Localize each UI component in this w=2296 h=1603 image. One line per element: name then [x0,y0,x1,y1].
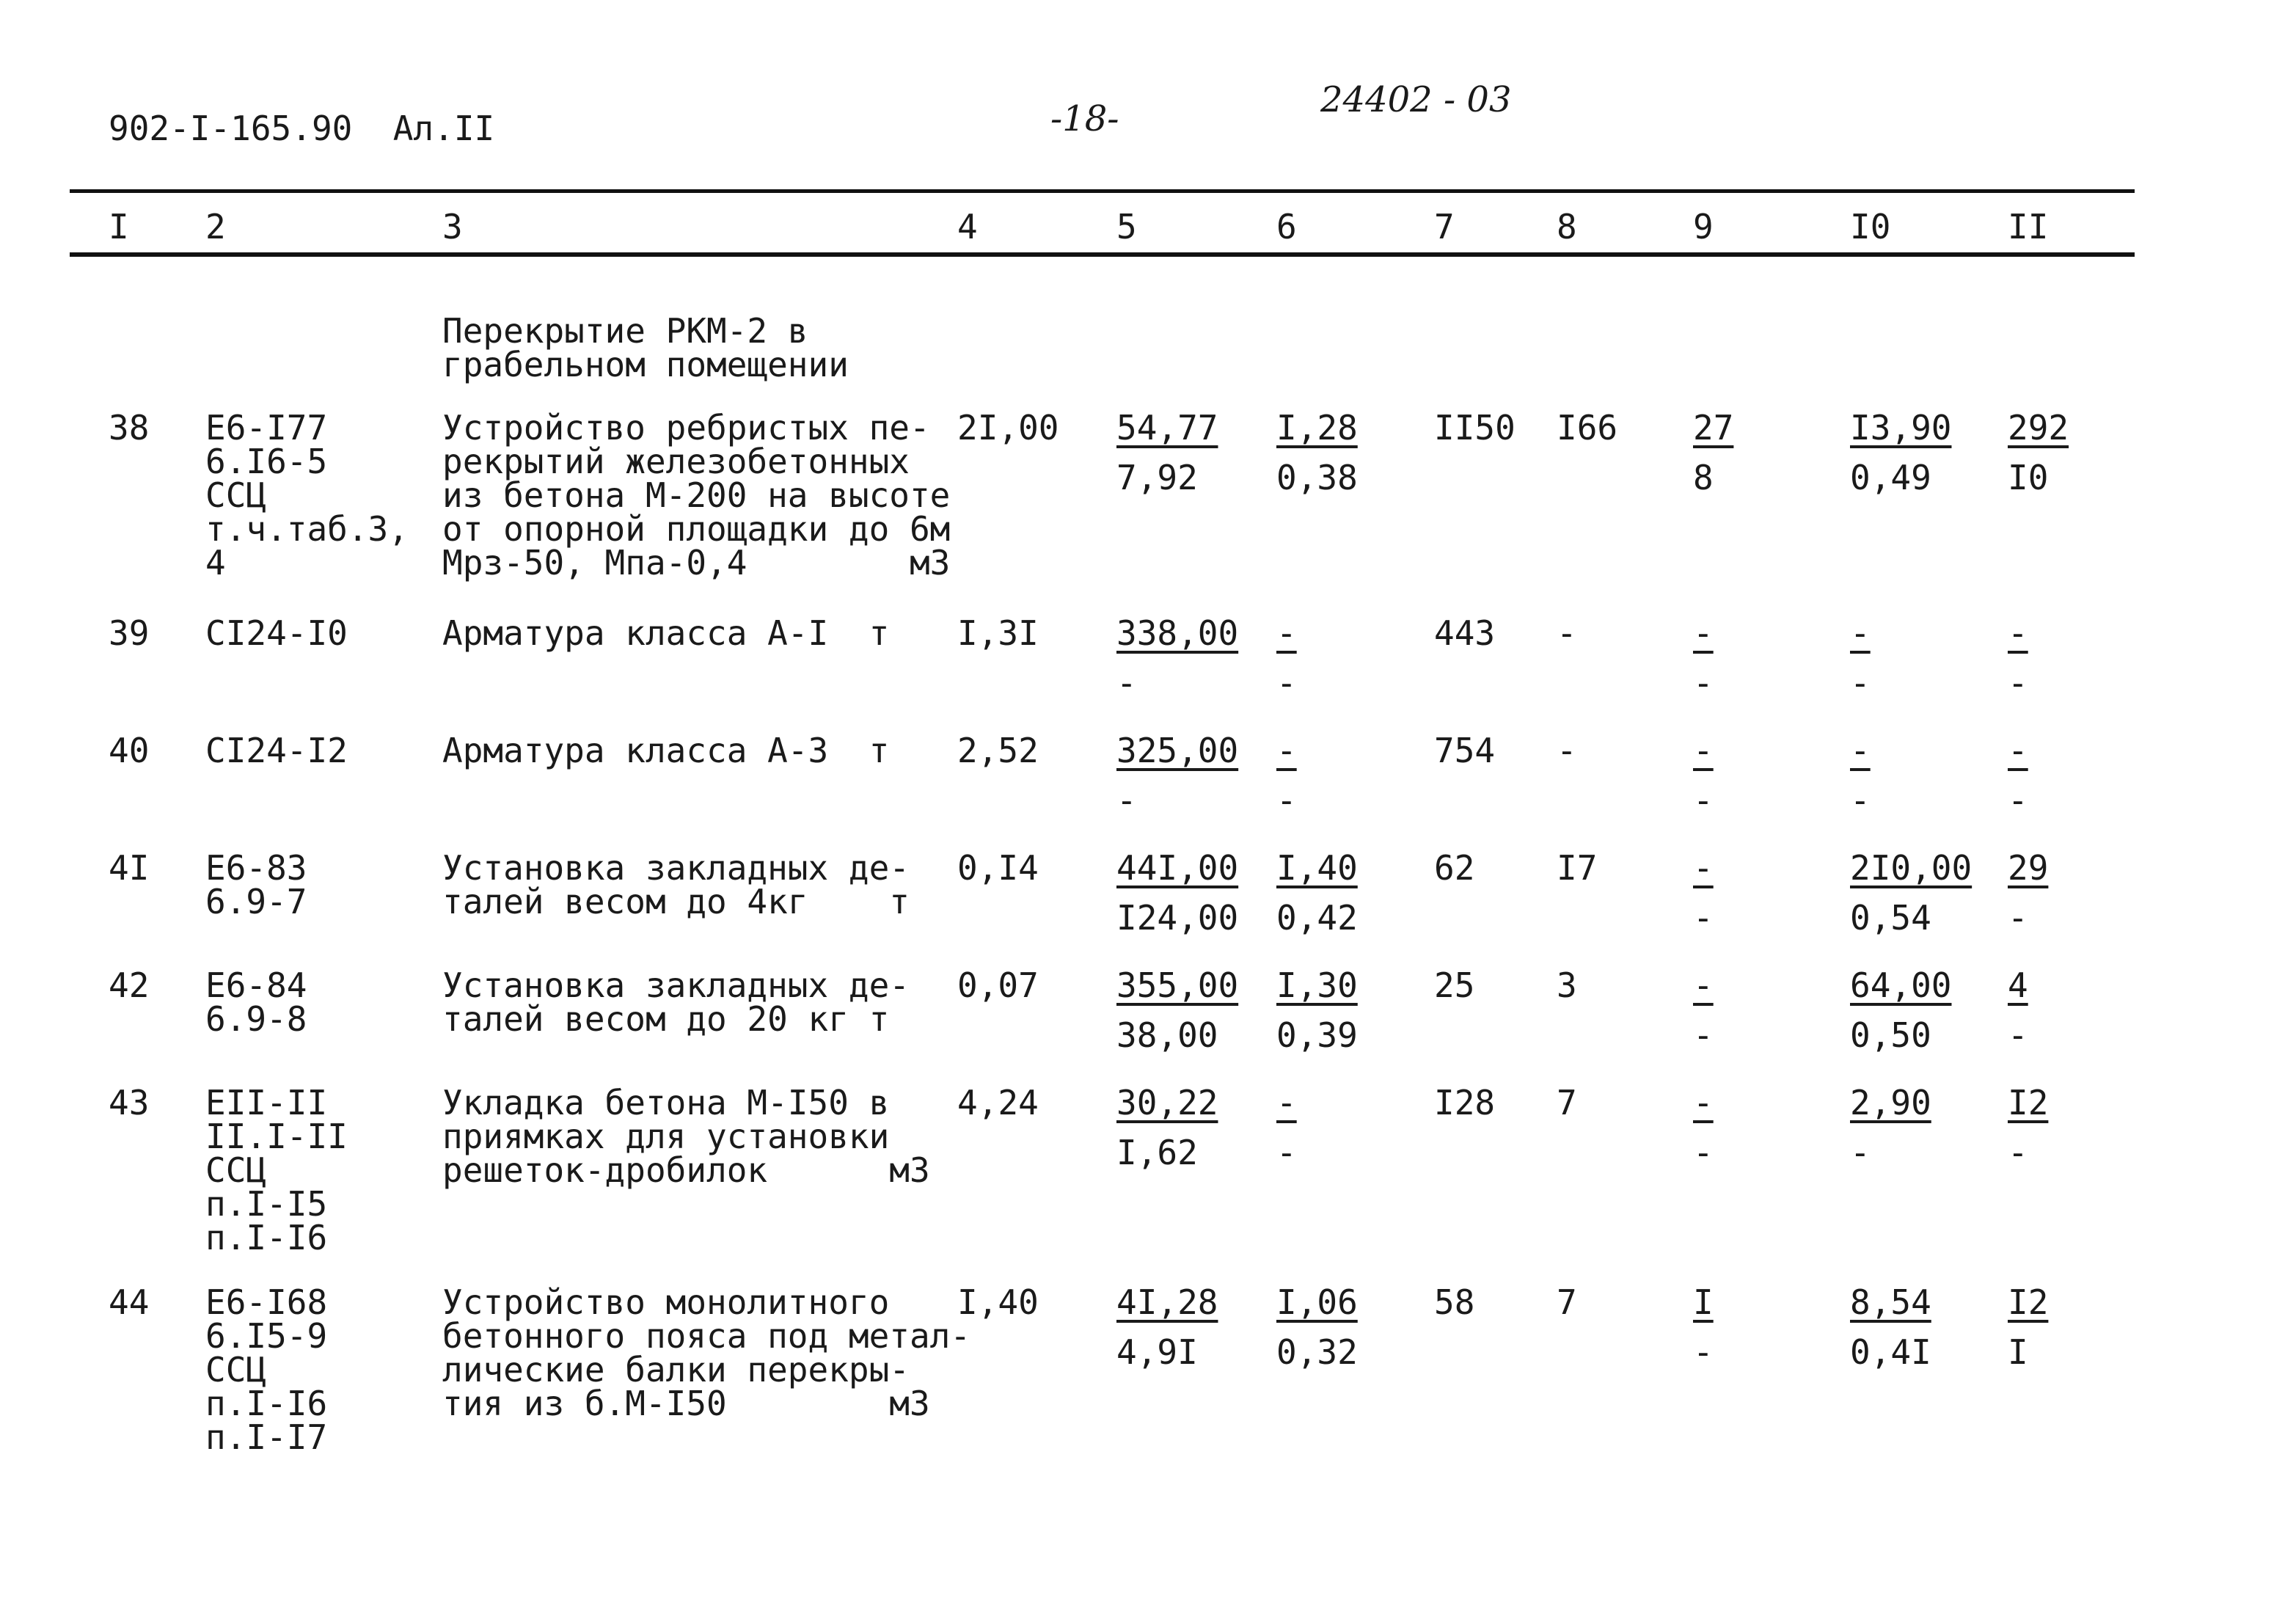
description-line: бетонного пояса под метал- [442,1316,971,1356]
labor-total-bottom: I0 [2008,458,2049,497]
unit-cost [1116,1282,1218,1372]
total-wage: I7 [1557,848,1598,888]
total-cost: II50 [1434,408,1516,448]
code-line: 6.I5-9 [205,1316,328,1356]
labor-norm-top: - [1850,613,1871,653]
code-line: Е6-I68 [205,1282,328,1322]
description-line: Арматура класса А-3 т [442,731,890,770]
column-header: 4 [957,207,978,247]
labor-total-bottom: - [2008,1015,2028,1055]
row-number: 43 [109,1083,150,1122]
row-code [205,965,307,1039]
code-line: СI24-I0 [205,613,348,653]
description-line: Устройство ребристых пе- [442,408,930,448]
wage-cost-top: - [1276,731,1297,770]
row-description [442,965,910,1039]
wage-cost-bottom: - [1276,663,1297,703]
machine-cost [1693,965,1714,1055]
unit-cost [1116,1083,1218,1172]
unit-cost [1116,848,1239,938]
code-line: Е6-84 [205,965,307,1005]
row-quantity: I,40 [957,1282,1039,1322]
column-header: 9 [1693,207,1714,247]
code-line: ССЦ [205,475,267,515]
machine-cost-bottom: - [1693,663,1714,703]
code-line: ССЦ [205,1350,267,1390]
machine-cost [1693,731,1714,820]
code-line: п.I-I7 [205,1417,328,1457]
page-number: -18- [1050,98,1119,139]
column-header: 5 [1116,207,1137,247]
total-wage: 7 [1557,1282,1577,1322]
machine-cost-bottom: - [1693,898,1714,938]
description-line: из бетона М-200 на высоте [442,475,951,515]
labor-norm-bottom: - [1850,663,1871,703]
labor-norm [1850,1282,1931,1372]
description-line: Мрз-50, Мпа-0,4 м3 [442,543,951,583]
unit-cost-top: 355,00 [1116,965,1239,1005]
row-number: 44 [109,1282,150,1322]
description-line: Арматура класса А-I т [442,613,890,653]
description-line: приямках для установки [442,1117,890,1156]
column-header: I [109,207,129,247]
row-number: 39 [109,613,150,653]
section-title-line: грабельном помещении [442,345,849,384]
machine-cost-bottom: 8 [1693,458,1714,497]
code-line: 6.9-8 [205,999,307,1039]
row-quantity: 2I,00 [957,408,1059,448]
wage-cost-top: I,06 [1276,1282,1358,1322]
code-line: п.I-I6 [205,1384,328,1423]
row-code [205,613,348,653]
row-quantity: 4,24 [957,1083,1039,1122]
handwritten-number: 24402 - 03 [1320,79,1512,120]
document-code [109,109,495,148]
row-quantity: 0,I4 [957,848,1039,888]
column-header: 2 [205,207,226,247]
column-header: II [2008,207,2049,247]
section-title-line: Перекрытие РКМ-2 в [442,311,808,351]
code-line: ССЦ [205,1150,267,1190]
labor-total [2008,1282,2049,1372]
wage-cost-bottom: 0,39 [1276,1015,1358,1055]
row-code [205,1282,328,1457]
column-header: I0 [1850,207,1891,247]
labor-norm-bottom: 0,49 [1850,458,1931,497]
row-description [442,848,910,921]
labor-total [2008,848,2049,938]
header-top-rule [70,189,2135,193]
row-number: 42 [109,965,150,1005]
row-number: 40 [109,731,150,770]
labor-norm [1850,848,1973,938]
labor-norm [1850,613,1871,703]
labor-total-bottom: - [2008,898,2028,938]
machine-cost-bottom: - [1693,1015,1714,1055]
unit-cost [1116,613,1239,703]
labor-norm-bottom: 0,54 [1850,898,1931,938]
unit-cost-top: 44I,00 [1116,848,1239,888]
labor-norm [1850,731,1871,820]
labor-total [2008,731,2028,820]
labor-norm-top: 2I0,00 [1850,848,1973,888]
labor-norm-bottom: 0,4I [1850,1332,1931,1372]
labor-total-bottom: I [2008,1332,2028,1372]
description-line: рекрытий железобетонных [442,442,910,481]
unit-cost [1116,731,1239,820]
machine-cost-top: - [1693,613,1714,653]
album-text: Ал.II [392,109,495,148]
machine-cost-bottom: - [1693,1133,1714,1172]
description-line: Укладка бетона М-I50 в [442,1083,890,1122]
row-code [205,408,409,583]
doc-code-text: 902-I-165.90 [109,109,353,148]
labor-norm-bottom: - [1850,1133,1871,1172]
unit-cost-top: 30,22 [1116,1083,1218,1122]
labor-total-top: - [2008,731,2028,770]
total-cost: 62 [1434,848,1475,888]
machine-cost [1693,848,1714,938]
code-line: ЕII-II [205,1083,328,1122]
row-description [442,1282,971,1423]
wage-cost-bottom: - [1276,1133,1297,1172]
machine-cost-top: 27 [1693,408,1734,448]
labor-norm-top: 2,90 [1850,1083,1931,1122]
machine-cost-top: - [1693,848,1714,888]
row-description [442,1083,930,1190]
row-quantity: 0,07 [957,965,1039,1005]
column-header: 7 [1434,207,1455,247]
wage-cost-top: - [1276,613,1297,653]
machine-cost [1693,1083,1714,1172]
row-code [205,848,307,921]
wage-cost [1276,1282,1358,1372]
code-line: СI24-I2 [205,731,348,770]
labor-total-top: - [2008,613,2028,653]
total-wage: 7 [1557,1083,1577,1122]
description-line: Установка закладных де- [442,848,910,888]
labor-norm-top: 64,00 [1850,965,1952,1005]
row-number: 38 [109,408,150,448]
labor-total-top: I2 [2008,1083,2049,1122]
labor-total [2008,613,2028,703]
wage-cost-bottom: 0,38 [1276,458,1358,497]
row-quantity: I,3I [957,613,1039,653]
description-line: тия из б.М-I50 м3 [442,1384,930,1423]
row-code [205,731,348,770]
code-line: т.ч.таб.3, [205,509,409,549]
labor-total [2008,965,2028,1055]
unit-cost [1116,965,1239,1055]
column-header: 3 [442,207,463,247]
total-cost: 443 [1434,613,1496,653]
labor-norm [1850,965,1952,1055]
wage-cost-bottom: - [1276,781,1297,820]
code-line: Е6-I77 [205,408,328,448]
machine-cost-top: - [1693,731,1714,770]
labor-total-bottom: - [2008,1133,2028,1172]
unit-cost-bottom: - [1116,781,1137,820]
header-bottom-rule [70,252,2135,257]
labor-total [2008,1083,2049,1172]
code-line: Е6-83 [205,848,307,888]
labor-total-top: 292 [2008,408,2069,448]
unit-cost-bottom: 7,92 [1116,458,1198,497]
description-line: от опорной площадки до 6м [442,509,951,549]
description-line: лические балки перекры- [442,1350,910,1390]
total-wage: I66 [1557,408,1618,448]
total-cost: 25 [1434,965,1475,1005]
total-wage: - [1557,613,1577,653]
labor-norm-top: - [1850,731,1871,770]
wage-cost [1276,1083,1297,1172]
wage-cost-top: I,30 [1276,965,1358,1005]
labor-total-top: I2 [2008,1282,2049,1322]
unit-cost-top: 338,00 [1116,613,1239,653]
code-line: 6.9-7 [205,882,307,921]
machine-cost-bottom: - [1693,1332,1714,1372]
unit-cost-bottom: 38,00 [1116,1015,1218,1055]
description-line: решеток-дробилок м3 [442,1150,930,1190]
labor-norm-top: I3,90 [1850,408,1952,448]
labor-norm-bottom: - [1850,781,1871,820]
description-line: Установка закладных де- [442,965,910,1005]
unit-cost-bottom: I24,00 [1116,898,1239,938]
labor-total [2008,408,2069,497]
row-description [442,408,951,583]
total-cost: 58 [1434,1282,1475,1322]
code-line: п.I-I6 [205,1218,328,1257]
total-wage: 3 [1557,965,1577,1005]
wage-cost-bottom: 0,32 [1276,1332,1358,1372]
wage-cost-bottom: 0,42 [1276,898,1358,938]
unit-cost-top: 4I,28 [1116,1282,1218,1322]
row-quantity: 2,52 [957,731,1039,770]
wage-cost-top: I,28 [1276,408,1358,448]
column-header: 6 [1276,207,1297,247]
wage-cost [1276,848,1358,938]
wage-cost [1276,408,1358,497]
machine-cost-top: - [1693,1083,1714,1122]
labor-total-top: 4 [2008,965,2028,1005]
total-cost: I28 [1434,1083,1496,1122]
labor-total-bottom: - [2008,781,2028,820]
row-number: 4I [109,848,150,888]
total-wage: - [1557,731,1577,770]
machine-cost-bottom: - [1693,781,1714,820]
row-code [205,1083,348,1257]
code-line: II.I-II [205,1117,348,1156]
machine-cost-top: - [1693,965,1714,1005]
section-title [442,311,849,384]
labor-norm [1850,408,1952,497]
labor-total-bottom: - [2008,663,2028,703]
code-line: 4 [205,543,226,583]
unit-cost-bottom: I,62 [1116,1133,1198,1172]
labor-norm-top: 8,54 [1850,1282,1931,1322]
labor-norm [1850,1083,1931,1172]
unit-cost-bottom: - [1116,663,1137,703]
row-description [442,613,890,653]
wage-cost [1276,731,1297,820]
machine-cost [1693,613,1714,703]
wage-cost-top: - [1276,1083,1297,1122]
code-line: 6.I6-5 [205,442,328,481]
machine-cost [1693,408,1734,497]
description-line: Устройство монолитного [442,1282,890,1322]
wage-cost [1276,613,1297,703]
wage-cost-top: I,40 [1276,848,1358,888]
column-header: 8 [1557,207,1577,247]
row-description [442,731,890,770]
unit-cost-top: 325,00 [1116,731,1239,770]
description-line: талей весом до 4кг т [442,882,910,921]
labor-norm-bottom: 0,50 [1850,1015,1931,1055]
description-line: талей весом до 20 кг т [442,999,890,1039]
total-cost: 754 [1434,731,1496,770]
wage-cost [1276,965,1358,1055]
unit-cost-top: 54,77 [1116,408,1218,448]
labor-total-top: 29 [2008,848,2049,888]
machine-cost-top: I [1693,1282,1714,1322]
code-line: п.I-I5 [205,1184,328,1224]
unit-cost [1116,408,1218,497]
unit-cost-bottom: 4,9I [1116,1332,1198,1372]
machine-cost [1693,1282,1714,1372]
